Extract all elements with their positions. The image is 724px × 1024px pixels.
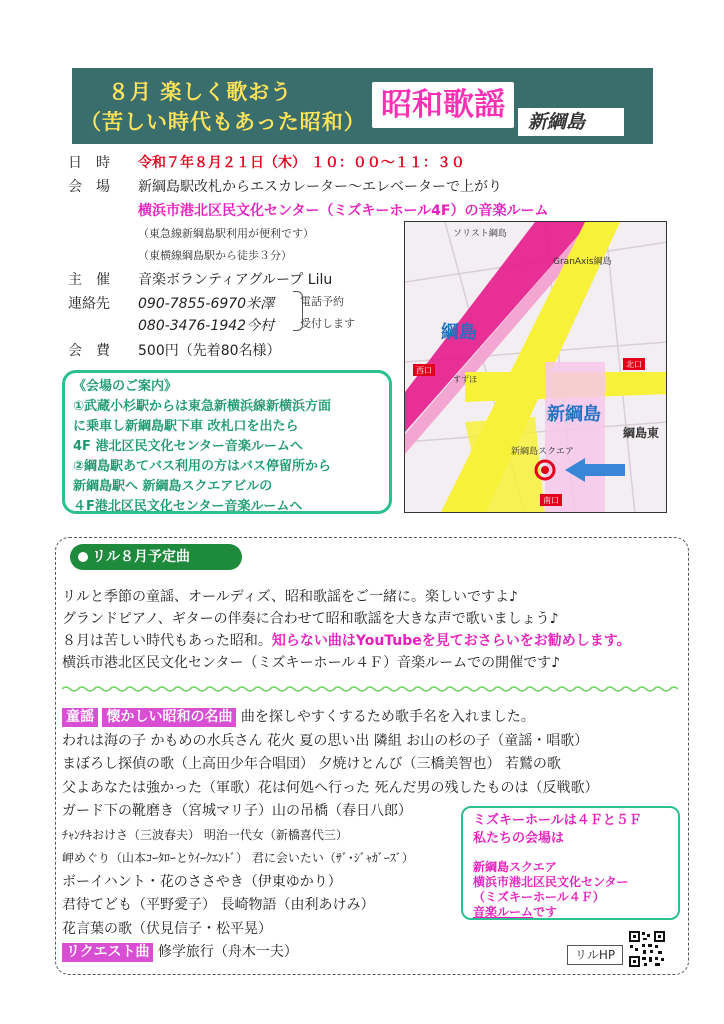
hall-room-suffix: です — [533, 905, 558, 919]
song-line-6: 岬めぐり（山本ｺｰﾀﾛｰとｳｲｰｸｴﾝﾄﾞ） 君に会いたい（ｻﾞ･ｼﾞｬｶﾞｰｽﾞ） — [62, 851, 414, 865]
map-label-south-exit: 南口 — [543, 496, 559, 505]
lilu-hp-label: リルHP — [567, 945, 623, 965]
song-line-1: われは海の子 かもめの水兵さん 花火 夏の思い出 隣組 お山の杉の子（童謡・唱歌） — [62, 732, 589, 749]
access-note-2: （東横線綱島駅から徒歩３分） — [138, 249, 292, 262]
map-label-solist: ソリスト綱島 — [453, 229, 507, 239]
date-label: 日 時 — [68, 155, 110, 171]
wavy-divider — [62, 685, 678, 693]
hall-line-1: ミズキーホールは４Ｆと５Ｆ — [473, 813, 642, 828]
song-line-8: 君待てども（平野愛子） 長崎物語（由利あけみ） — [62, 897, 375, 913]
program-intro — [62, 586, 631, 674]
station-label: 新綱島 — [518, 108, 624, 136]
tag-doyo: 童謡 — [62, 708, 98, 727]
intro-line-1: リルと季節の童謡、オールディズ、昭和歌謡をご一緒に。楽しいですよ♪ — [62, 589, 518, 605]
phone-note-1: 電話予約 — [300, 295, 344, 308]
map-label-west-exit: 西口 — [416, 366, 432, 375]
song-line-3: 父よあなたは強かった（軍歌）花は何処へ行った 死んだ男の残したものは（反戦歌） — [62, 779, 599, 796]
fee-value: 500円（先着80名様） — [138, 343, 281, 359]
date-value: 令和７年８月２１日（木） １０：００～１１：３０ — [138, 155, 465, 171]
song-line-5: ﾁｬﾝﾁｷおけさ（三波春夫） 明治一代女（新橋喜代三） — [62, 827, 348, 842]
song-list-header — [62, 706, 598, 730]
hall-room: 音楽ルーム — [473, 905, 534, 919]
intro-line-3 — [62, 630, 631, 652]
program-title-pill — [70, 544, 242, 570]
host-label: 主 催 — [68, 272, 110, 288]
songs-note: 曲を探しやすくするため歌手名を入れました。 — [240, 709, 535, 725]
venue-label: 会 場 — [68, 179, 110, 195]
hall-gap — [473, 848, 668, 860]
song-line-2: まぼろし探偵の歌（上高田少年合唱団） 夕焼けとんび（三橋美智也） 若鷲の歌 — [62, 756, 561, 772]
hall-line-6 — [473, 905, 668, 920]
title-banner — [72, 68, 653, 144]
map-label-suzuho: すずほ — [453, 375, 478, 384]
map-label-north-exit: 北口 — [626, 360, 642, 369]
map-label-tsunashima-higashi: 綱島東 — [623, 426, 660, 440]
venue-line-2: 横浜市港北区民文化センター（ミズキーホール4F）の音楽ルーム — [138, 203, 549, 219]
intro-line-2: グランドピアノ、ギターの伴奏に合わせて昭和歌謡を大きな声で歌いましょう♪ — [62, 611, 559, 627]
map-label-tsunashima: 綱島 — [441, 322, 477, 343]
hall-line-4: 横浜市港北区民文化センター — [473, 875, 629, 889]
request-row — [62, 941, 598, 965]
map-label-granaxis: GranAxis綱島 — [553, 257, 612, 267]
map-label-shin-tsunashima: 新綱島 — [547, 404, 601, 425]
fee-label: 会 費 — [68, 343, 110, 359]
phone-note-2: 受付します — [300, 317, 355, 330]
contact-label: 連絡先 — [68, 296, 110, 312]
guide-line-4: ②綱島駅あてバス利用の方はバス停留所から — [73, 459, 332, 474]
guide-line-2: に乗車し新綱島駅下車 改札口を出たら — [73, 419, 299, 434]
banner-line-1: ８月 楽しく歌おう — [108, 80, 293, 104]
guide-line-1: ①武蔵小杉駅からは東急新横浜線新横浜方面 — [73, 399, 332, 414]
hall-line-2: 私たちの会場は — [473, 831, 565, 846]
guide-line-3: 4F 港北区民文化センター音楽ルームへ — [73, 439, 303, 454]
access-note-1: （東急線新綱島駅利用が便利です） — [138, 227, 314, 240]
song-line-4: ガード下の靴磨き（宮城マリ子）山の吊橋（春日八郎） — [62, 803, 412, 819]
qr-code-icon — [628, 930, 666, 968]
hall-info-box — [461, 806, 680, 920]
genre-title: 昭和歌謡 — [372, 82, 514, 128]
host-value: 音楽ボランティアグループ Lilu — [138, 272, 333, 288]
venue-guide-box — [62, 370, 392, 514]
venue-line-1: 新綱島駅改札からエスカレーター～エレベーターで上がり — [138, 179, 502, 195]
guide-line-5: 新綱島駅へ 新綱島スクエアビルの — [73, 479, 273, 494]
guide-title: 《会場のご案内》 — [73, 379, 178, 394]
intro-line-3a: ８月は苦しい時代もあった昭和。 — [62, 633, 272, 649]
song-line-7: ボーイハント・花のささやき（伊東ゆかり） — [62, 873, 342, 890]
guide-line-6: ４F港北区民文化センター音楽ルームへ — [73, 499, 303, 514]
tag-natsukashii: 懐かしい昭和の名曲 — [102, 708, 236, 727]
request-song: 修学旅行（舟木一夫） — [157, 944, 298, 960]
intro-line-3b: 知らない曲はYouTubeを見ておさらいをお勧めします。 — [271, 633, 631, 649]
tag-request: リクエスト曲 — [62, 943, 153, 962]
intro-line-4: 横浜市港北区民文化センター（ミズキーホール４Ｆ）音楽ルームでの開催です♪ — [62, 655, 561, 671]
contact-phone-1: 090-7855-6970米澤 — [138, 296, 275, 312]
banner-line-2: （苦しい時代もあった昭和） — [80, 110, 366, 134]
hall-line-3: 新綱島スクエア — [473, 860, 557, 874]
pill-dot-icon — [78, 552, 88, 562]
map-label-square: 新綱島スクエア — [511, 447, 574, 457]
song-line-9: 花言葉の歌（伏見信子・松平晃） — [62, 920, 272, 937]
hall-line-5: （ミズキーホール４Ｆ） — [473, 890, 605, 904]
program-title: リル８月予定曲 — [92, 549, 190, 565]
contact-phone-2: 080-3476-1942今村 — [138, 318, 275, 334]
area-map — [404, 221, 667, 513]
